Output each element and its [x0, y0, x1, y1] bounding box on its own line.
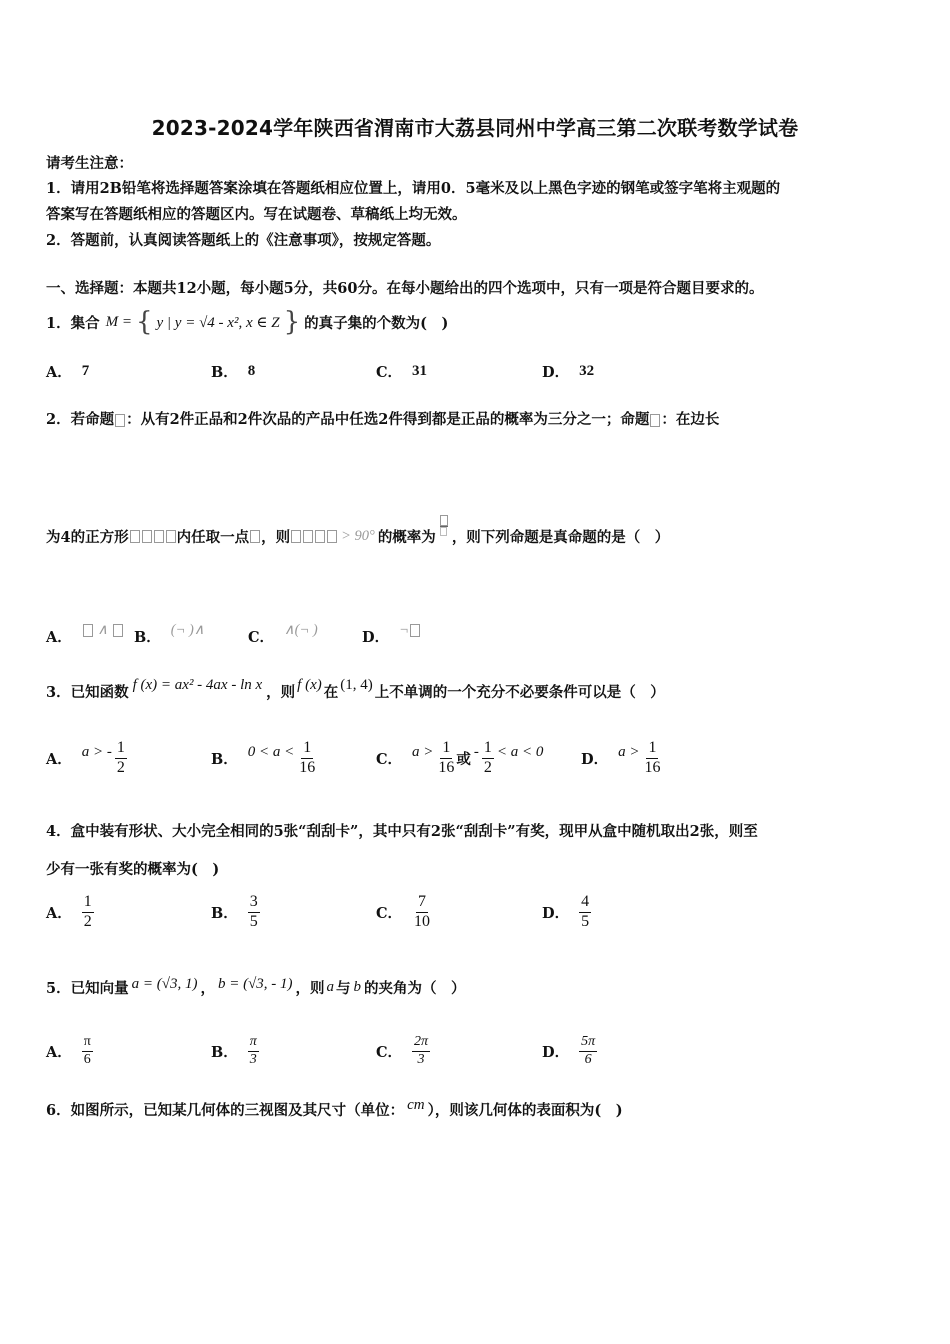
q3-function: f (x) = ax² - 4ax - ln x — [132, 677, 263, 693]
q1-option-a[interactable]: A． 7 — [46, 363, 90, 381]
notice-line-2: 答案写在答题纸相应的答题区内。写在试题卷、草稿纸上均无效。 — [46, 206, 467, 223]
q1-set-name: M = — [105, 313, 132, 330]
notice-line-1: 1．请用2B铅笔将选择题答案涂填在答题纸相应位置上，请用0．5毫米及以上黑色字迹的钢笔或签字笔将主观题的 — [46, 180, 781, 197]
exam-title: 2023-2024学年陕西省渭南市大荔县同州中学高三第二次联考数学试卷 — [151, 116, 799, 140]
placeholder-glyph-icon — [154, 530, 164, 543]
q3-option-d[interactable]: D． a > $\frac{1}{16}$ — [581, 739, 661, 776]
question-1 — [46, 307, 448, 337]
q4-option-b[interactable]: B． $\frac{3}{5}$ — [211, 893, 258, 930]
q4-option-c[interactable]: C． $\frac{7}{10}$ — [376, 893, 431, 930]
q1-left-brace: { — [135, 307, 153, 337]
q6-unit: cm — [407, 1097, 425, 1113]
q5-vector-a: a = (√3, 1) — [131, 976, 198, 992]
question-6: 6．如图所示，已知某几何体的三视图及其尺寸（单位： cm ），则该几何体的表面积为( ) — [46, 1097, 623, 1119]
q1-option-c[interactable]: C． 31 — [376, 363, 428, 381]
q1-suffix: 的真子集的个数为( ) — [304, 314, 449, 332]
question-5: 5．已知向量 a = (√3, 1) ， b = (√3, - 1) ，则 a 与 b 的夹角为（ ） — [46, 976, 466, 997]
q5-option-b[interactable]: B． $\frac{\pi}{3}$ — [211, 1034, 257, 1067]
placeholder-glyph-icon — [291, 530, 301, 543]
q1-option-b[interactable]: B． 8 — [211, 363, 256, 381]
q2-option-c[interactable]: C． ∧(¬ ) — [248, 622, 318, 646]
q1-option-d[interactable]: D． 32 — [542, 363, 595, 381]
placeholder-glyph-icon — [142, 530, 152, 543]
question-2-line-1: 2．若命题 ：从有2件正品和2件次品的产品中任选2件得到都是正品的概率为三分之一；命题 ：在边长 — [46, 411, 720, 428]
q2-probability-fraction — [439, 515, 449, 536]
q1-prefix: 1．集合 — [46, 314, 100, 332]
question-2-line-2: 为4的正方形 内任取一点 ，则 > 90° 的概率为 ，则下列命题是真命题的是（ ） — [46, 526, 669, 547]
q2-option-b[interactable]: B． (¬ )∧ — [134, 622, 205, 646]
question-4-line-2: 少有一张有奖的概率为( ) — [46, 861, 220, 878]
section-heading: 一、选择题：本题共12小题，每小题5分，共60分。在每小题给出的四个选项中，只有一项是符合题目要求的。 — [46, 280, 764, 297]
q3-option-c[interactable]: C． a > $\frac{1}{16}$ 或 - $\frac{1}{2}$ < a < 0 — [376, 739, 544, 776]
q3-option-a[interactable]: A． a > - $\frac{1}{2}$ — [46, 739, 125, 776]
q2-option-a[interactable]: A． ∧ — [46, 626, 124, 647]
q3-option-b[interactable]: B． 0 < a < $\frac{1}{16}$ — [211, 739, 316, 776]
notice-heading: 请考生注意： — [46, 155, 133, 172]
q2-option-d[interactable]: D． ¬ — [362, 626, 421, 647]
question-3: 3．已知函数 f (x) = ax² - 4ax - ln x ，则 f (x) 在 (1, 4) 上不单调的一个充分不必要条件可以是（ ） — [46, 677, 665, 701]
placeholder-glyph-icon — [327, 530, 337, 543]
q5-option-a[interactable]: A． $\frac{\pi}{6}$ — [46, 1034, 91, 1067]
placeholder-glyph-icon — [115, 414, 125, 427]
q1-set-body: y | y = √4 - x², x ∈ Z — [156, 314, 280, 331]
q5-vector-b: b = (√3, - 1) — [217, 976, 293, 992]
placeholder-glyph-icon — [130, 530, 140, 543]
notice-line-3: 2．答题前，认真阅读答题纸上的《注意事项》，按规定答题。 — [46, 232, 441, 249]
placeholder-glyph-icon — [315, 530, 325, 543]
placeholder-glyph-icon — [250, 530, 260, 543]
question-4-line-1: 4．盒中装有形状、大小完全相同的5张“刮刮卡”，其中只有2张“刮刮卡”有奖，现甲从盒中随机取出2张，则至 — [46, 823, 758, 840]
placeholder-glyph-icon — [650, 414, 660, 427]
q5-option-c[interactable]: C． $\frac{2\pi}{3}$ — [376, 1034, 429, 1067]
placeholder-glyph-icon — [166, 530, 176, 543]
q1-right-brace: } — [283, 307, 301, 337]
q4-option-d[interactable]: D． $\frac{4}{5}$ — [542, 893, 590, 930]
q4-option-a[interactable]: A． $\frac{1}{2}$ — [46, 893, 92, 930]
q5-option-d[interactable]: D． $\frac{5\pi}{6}$ — [542, 1034, 596, 1067]
placeholder-glyph-icon — [303, 530, 313, 543]
q2-angle-condition: > 90° — [341, 528, 375, 544]
